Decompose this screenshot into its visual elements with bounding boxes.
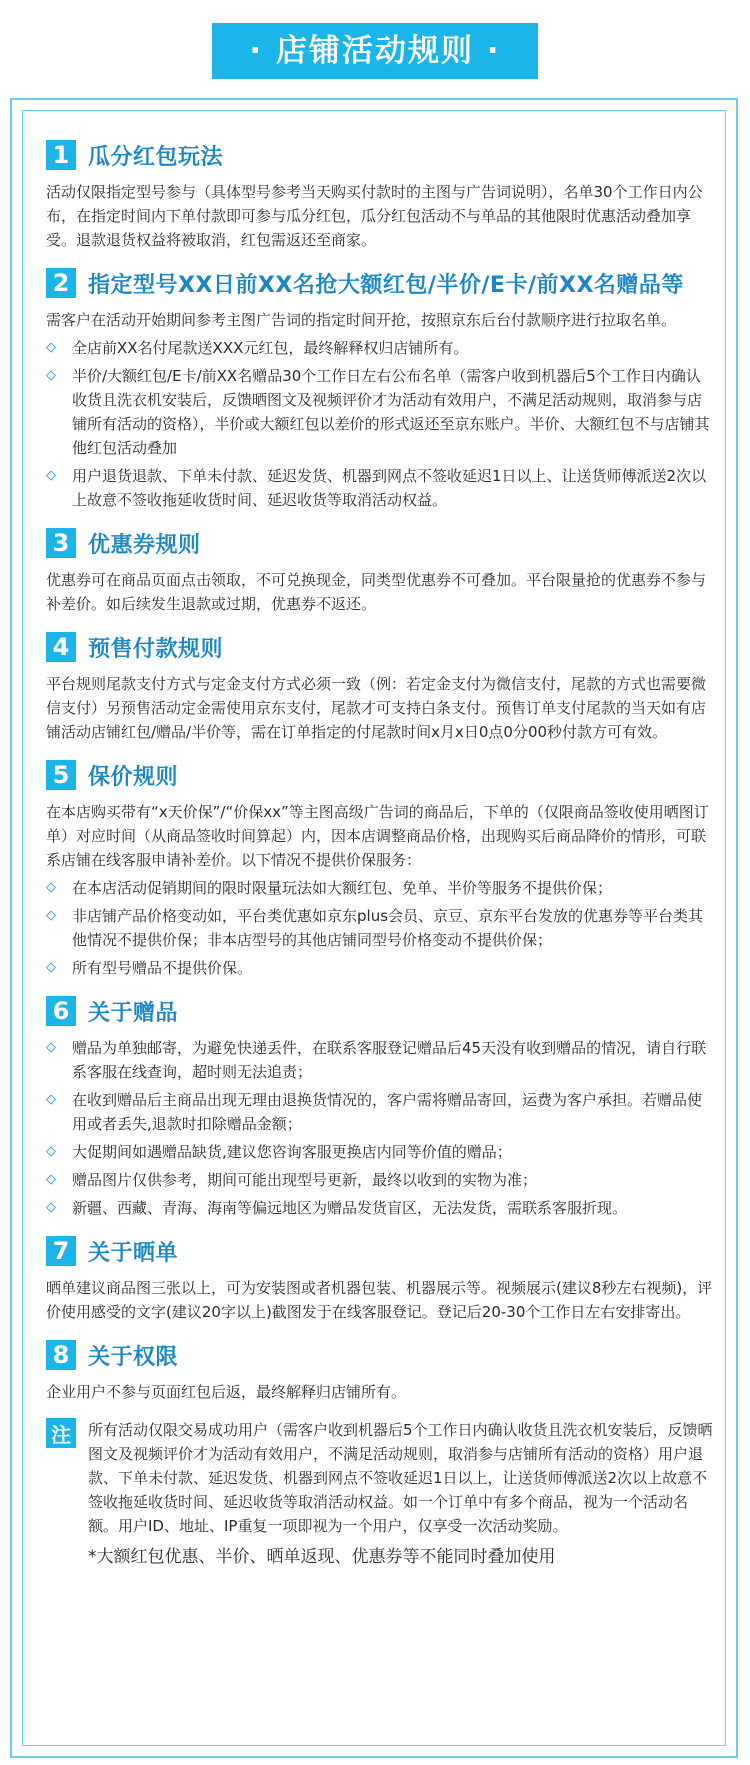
section-header: [46, 138, 714, 172]
section-number: 1: [46, 140, 76, 170]
section-number: 6: [46, 996, 76, 1026]
diamond-bullet-icon: ◇: [46, 368, 56, 383]
rule-list: [46, 1036, 714, 1220]
diamond-bullet-icon: ◇: [46, 1172, 56, 1187]
list-item-text: 赠品为单独邮寄，为避免快递丢件，在联系客服登记赠品后45天没有收到赠品的情况，请自行联系客服在线查询，超时则无法追责；: [72, 1039, 707, 1081]
section-header: [46, 758, 714, 792]
list-item: [46, 956, 714, 980]
list-item-text: 所有型号赠品不提供价保。: [72, 959, 253, 977]
section-header: [46, 1338, 714, 1372]
diamond-bullet-icon: ◇: [46, 468, 56, 483]
rule-section: [46, 630, 714, 744]
section-paragraph: 活动仅限指定型号参与（具体型号参考当天购买付款时的主图与广告词说明），名单30个工作日内公布，在指定时间内下单付款即可参与瓜分红包，瓜分红包活动不与单品的其他限时优惠活动叠加享受。退款退货权益将被取消，红包需返还至商家。: [46, 183, 703, 249]
rule-section: [46, 1338, 714, 1404]
list-item-text: 新疆、西藏、青海、海南等偏远地区为赠品发货盲区，无法发货，需联系客服折现。: [72, 1199, 628, 1217]
rule-list: [46, 336, 714, 512]
note-text: 所有活动仅限交易成功用户（需客户收到机器后5个工作日内确认收货且洗衣机安装后，反馈晒图文及视频评价才为活动有效用户，不满足活动规则，取消参与店铺所有活动的资格）用户退款、下单未付款、延迟发货、机器到网点不签收延迟1日以上，让送货师傅派送2次以上故意不签收拖延收货时间、延迟收货等取消活动权益。如一个订单中有多个商品，视为一个活动名额。用户ID、地址、IP重复一项即视为一个用户，仅享受一次活动奖励。: [88, 1421, 713, 1535]
list-item: [46, 464, 714, 512]
diamond-bullet-icon: ◇: [46, 960, 56, 975]
section-paragraph: 晒单建议商品图三张以上，可为安装图或者机器包装、机器展示等。视频展示(建议8秒左右视频)，评价使用感受的文字(建议20字以上)截图发于在线客服登记。登记后20-30个工作日左右安排寄出。: [46, 1279, 713, 1321]
list-item-text: 在本店活动促销期间的限时限量玩法如大额红包、免单、半价等服务不提供价保；: [72, 879, 613, 897]
list-item: [46, 1088, 714, 1136]
list-item: [46, 1168, 714, 1192]
section-header: [46, 1234, 714, 1268]
rule-section: [46, 138, 714, 252]
section-number: 8: [46, 1340, 76, 1370]
diamond-bullet-icon: ◇: [46, 880, 56, 895]
section-header: [46, 994, 714, 1028]
section-title: 指定型号XX日前XX名抢大额红包/半价/E卡/前XX名赠品等: [88, 272, 684, 298]
list-item-text: 用户退货退款、下单未付款、延迟发货、机器到网点不签收延迟1日以上、让送货师傅派送2次以上故意不签收拖延收货时间、延迟收货等取消活动权益。: [72, 467, 707, 509]
section-title: 关于权限: [88, 1344, 179, 1370]
page-title: · 店铺活动规则 ·: [212, 23, 538, 79]
section-number: 7: [46, 1236, 76, 1266]
list-item: [46, 904, 714, 952]
section-paragraph: 优惠券可在商品页面点击领取，不可兑换现金，同类型优惠券不可叠加。平台限量抢的优惠券不参与补差价。如后续发生退款或过期，优惠券不返还。: [46, 571, 707, 613]
section-title: 关于晒单: [88, 1240, 179, 1266]
footer-disclaimer: *大额红包优惠、半价、晒单返现、优惠券等不能同时叠加使用: [88, 1547, 556, 1567]
section-title: 优惠券规则: [88, 532, 201, 558]
list-item-text: 在收到赠品后主商品出现无理由退换货情况的，客户需将赠品寄回，运费为客户承担。若赠品使用或者丢失,退款时扣除赠品金额；: [72, 1091, 703, 1133]
rule-section: [46, 526, 714, 616]
section-title: 关于赠品: [88, 1000, 179, 1026]
rule-section: [46, 266, 714, 512]
list-item: [46, 876, 714, 900]
list-item: [46, 1140, 714, 1164]
section-header: [46, 630, 714, 664]
section-paragraph: 在本店购买带有“x天价保”/“价保xx”等主图高级广告词的商品后，下单的（仅限商品签收使用晒图订单）对应时间（从商品签收时间算起）内，因本店调整商品价格，出现购买后商品降价的情形，可联系店铺在线客服申请补差价。以下情况不提供价保服务：: [46, 803, 709, 869]
section-paragraph: 需客户在活动开始期间参考主图广告词的指定时间开抢，按照京东后台付款顺序进行拉取名单。: [46, 311, 677, 329]
diamond-bullet-icon: ◇: [46, 1200, 56, 1215]
diamond-bullet-icon: ◇: [46, 1144, 56, 1159]
list-item: [46, 336, 714, 360]
list-item-text: 大促期间如遇赠品缺货,建议您咨询客服更换店内同等价值的赠品；: [72, 1143, 512, 1161]
list-item-text: 非店铺产品价格变动如，平台类优惠如京东plus会员、京豆、京东平台发放的优惠券等平台类其他情况不提供价保；非本店型号的其他店铺同型号价格变动不提供价保；: [72, 907, 704, 949]
section-paragraph: 企业用户不参与页面红包后返，最终解释归店铺所有。: [46, 1383, 407, 1401]
list-item-text: 半价/大额红包/E卡/前XX名赠品30个工作日左右公布名单（需客户收到机器后5个工作日内确认收货且洗衣机安装后，反馈晒图文及视频评价才为活动有效用户，不满足活动规则，取消参与店铺所有活动的资格），半价或大额红包以差价的形式返还至京东账户。半价、大额红包不与店铺其他红包活动叠加: [72, 367, 710, 457]
section-number: 2: [46, 268, 76, 298]
diamond-bullet-icon: ◇: [46, 908, 56, 923]
section-number: 5: [46, 760, 76, 790]
list-item: [46, 1196, 714, 1220]
rule-list: [46, 876, 714, 980]
section-title: 瓜分红包玩法: [88, 144, 224, 170]
list-item-text: 赠品图片仅供参考，期间可能出现型号更新，最终以收到的实物为准；: [72, 1171, 538, 1189]
list-item-text: 全店前XX名付尾款送XXX元红包，最终解释权归店铺所有。: [72, 339, 469, 357]
note-block: [46, 1418, 714, 1538]
diamond-bullet-icon: ◇: [46, 1092, 56, 1107]
section-paragraph: 平台规则尾款支付方式与定金支付方式必须一致（例：若定金支付为微信支付，尾款的方式也需要微信支付）另预售活动定金需使用京东支付，尾款才可支持白条支付。预售订单支付尾款的当天如有店铺活动店铺红包/赠品/半价等，需在订单指定的付尾款时间x月x日0点0分00秒付款方可有效。: [46, 675, 707, 741]
section-header: [46, 526, 714, 560]
section-header: [46, 266, 714, 300]
rule-section: [46, 994, 714, 1220]
section-number: 3: [46, 528, 76, 558]
rules-content: [46, 138, 714, 1570]
list-item: [46, 364, 714, 460]
list-item: [46, 1036, 714, 1084]
diamond-bullet-icon: ◇: [46, 1040, 56, 1055]
rule-section: [46, 1234, 714, 1324]
rule-section: [46, 758, 714, 980]
note-mark: 注: [46, 1418, 76, 1448]
section-title: 保价规则: [88, 764, 179, 790]
diamond-bullet-icon: ◇: [46, 340, 56, 355]
section-number: 4: [46, 632, 76, 662]
section-title: 预售付款规则: [88, 636, 224, 662]
